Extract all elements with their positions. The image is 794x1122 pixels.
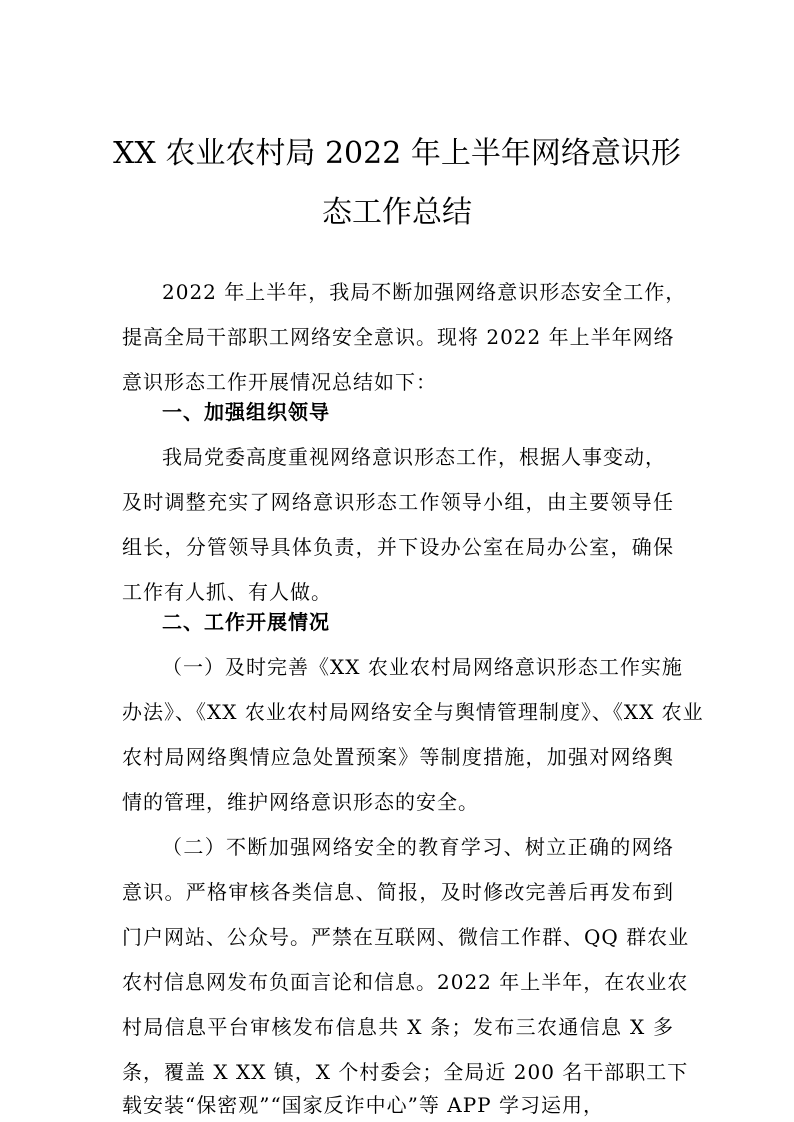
section-1-line-3: 组长，分管领导具体负责，并下设办公室在局办公室，确保 bbox=[122, 535, 674, 559]
section-2-item-2-line-2: 意识。严格审核各类信息、简报，及时修改完善后再发布到 bbox=[122, 880, 674, 904]
intro-line-3: 意识形态工作开展情况总结如下： bbox=[122, 370, 437, 394]
intro-line-2: 提高全局干部职工网络安全意识。现将 2022 年上半年网络 bbox=[122, 325, 675, 349]
section-2-item-1-line-2: 办法》、《XX 农业农村局网络安全与舆情管理制度》、《XX 农业 bbox=[122, 700, 704, 724]
section-1-heading: 一、加强组织领导 bbox=[162, 400, 330, 424]
section-2-item-1-line-3: 农村局网络舆情应急处置预案》等制度措施，加强对网络舆 bbox=[122, 745, 674, 769]
section-2-item-2-line-5: 村局信息平台审核发布信息共 X 条；发布三农通信息 X 多 bbox=[122, 1015, 674, 1039]
intro-line-1: 2022 年上半年，我局不断加强网络意识形态安全工作， bbox=[162, 280, 687, 304]
section-2-item-2-line-1: （二）不断加强网络安全的教育学习、树立正确的网络 bbox=[162, 835, 674, 859]
section-2-item-2-line-6: 条，覆盖 X XX 镇，X 个村委会；全局近 200 名干部职工下 bbox=[122, 1060, 689, 1084]
section-2-item-2-line-7: 载安装“保密观”“国家反诈中心”等 APP 学习运用， bbox=[122, 1093, 604, 1117]
section-2-item-1-line-4: 情的管理，维护网络意识形态的安全。 bbox=[122, 790, 479, 814]
section-2-item-2-line-4: 农村信息网发布负面言论和信息。2022 年上半年，在农业农 bbox=[122, 970, 689, 994]
section-1-line-2: 及时调整充实了网络意识形态工作领导小组，由主要领导任 bbox=[122, 490, 674, 514]
section-2-item-1-line-1: （一）及时完善《XX 农业农村局网络意识形态工作实施 bbox=[162, 655, 683, 679]
document-title-line-1: XX 农业农村局 2022 年上半年网络意识形 bbox=[113, 136, 681, 171]
section-1-line-4: 工作有人抓、有人做。 bbox=[122, 580, 332, 604]
document-title-line-2: 态工作总结 bbox=[322, 195, 472, 230]
section-1-line-1: 我局党委高度重视网络意识形态工作，根据人事变动， bbox=[162, 445, 666, 469]
section-2-item-2-line-3: 门户网站、公众号。严禁在互联网、微信工作群、QQ 群农业 bbox=[122, 925, 690, 949]
section-2-heading: 二、工作开展情况 bbox=[162, 610, 330, 634]
